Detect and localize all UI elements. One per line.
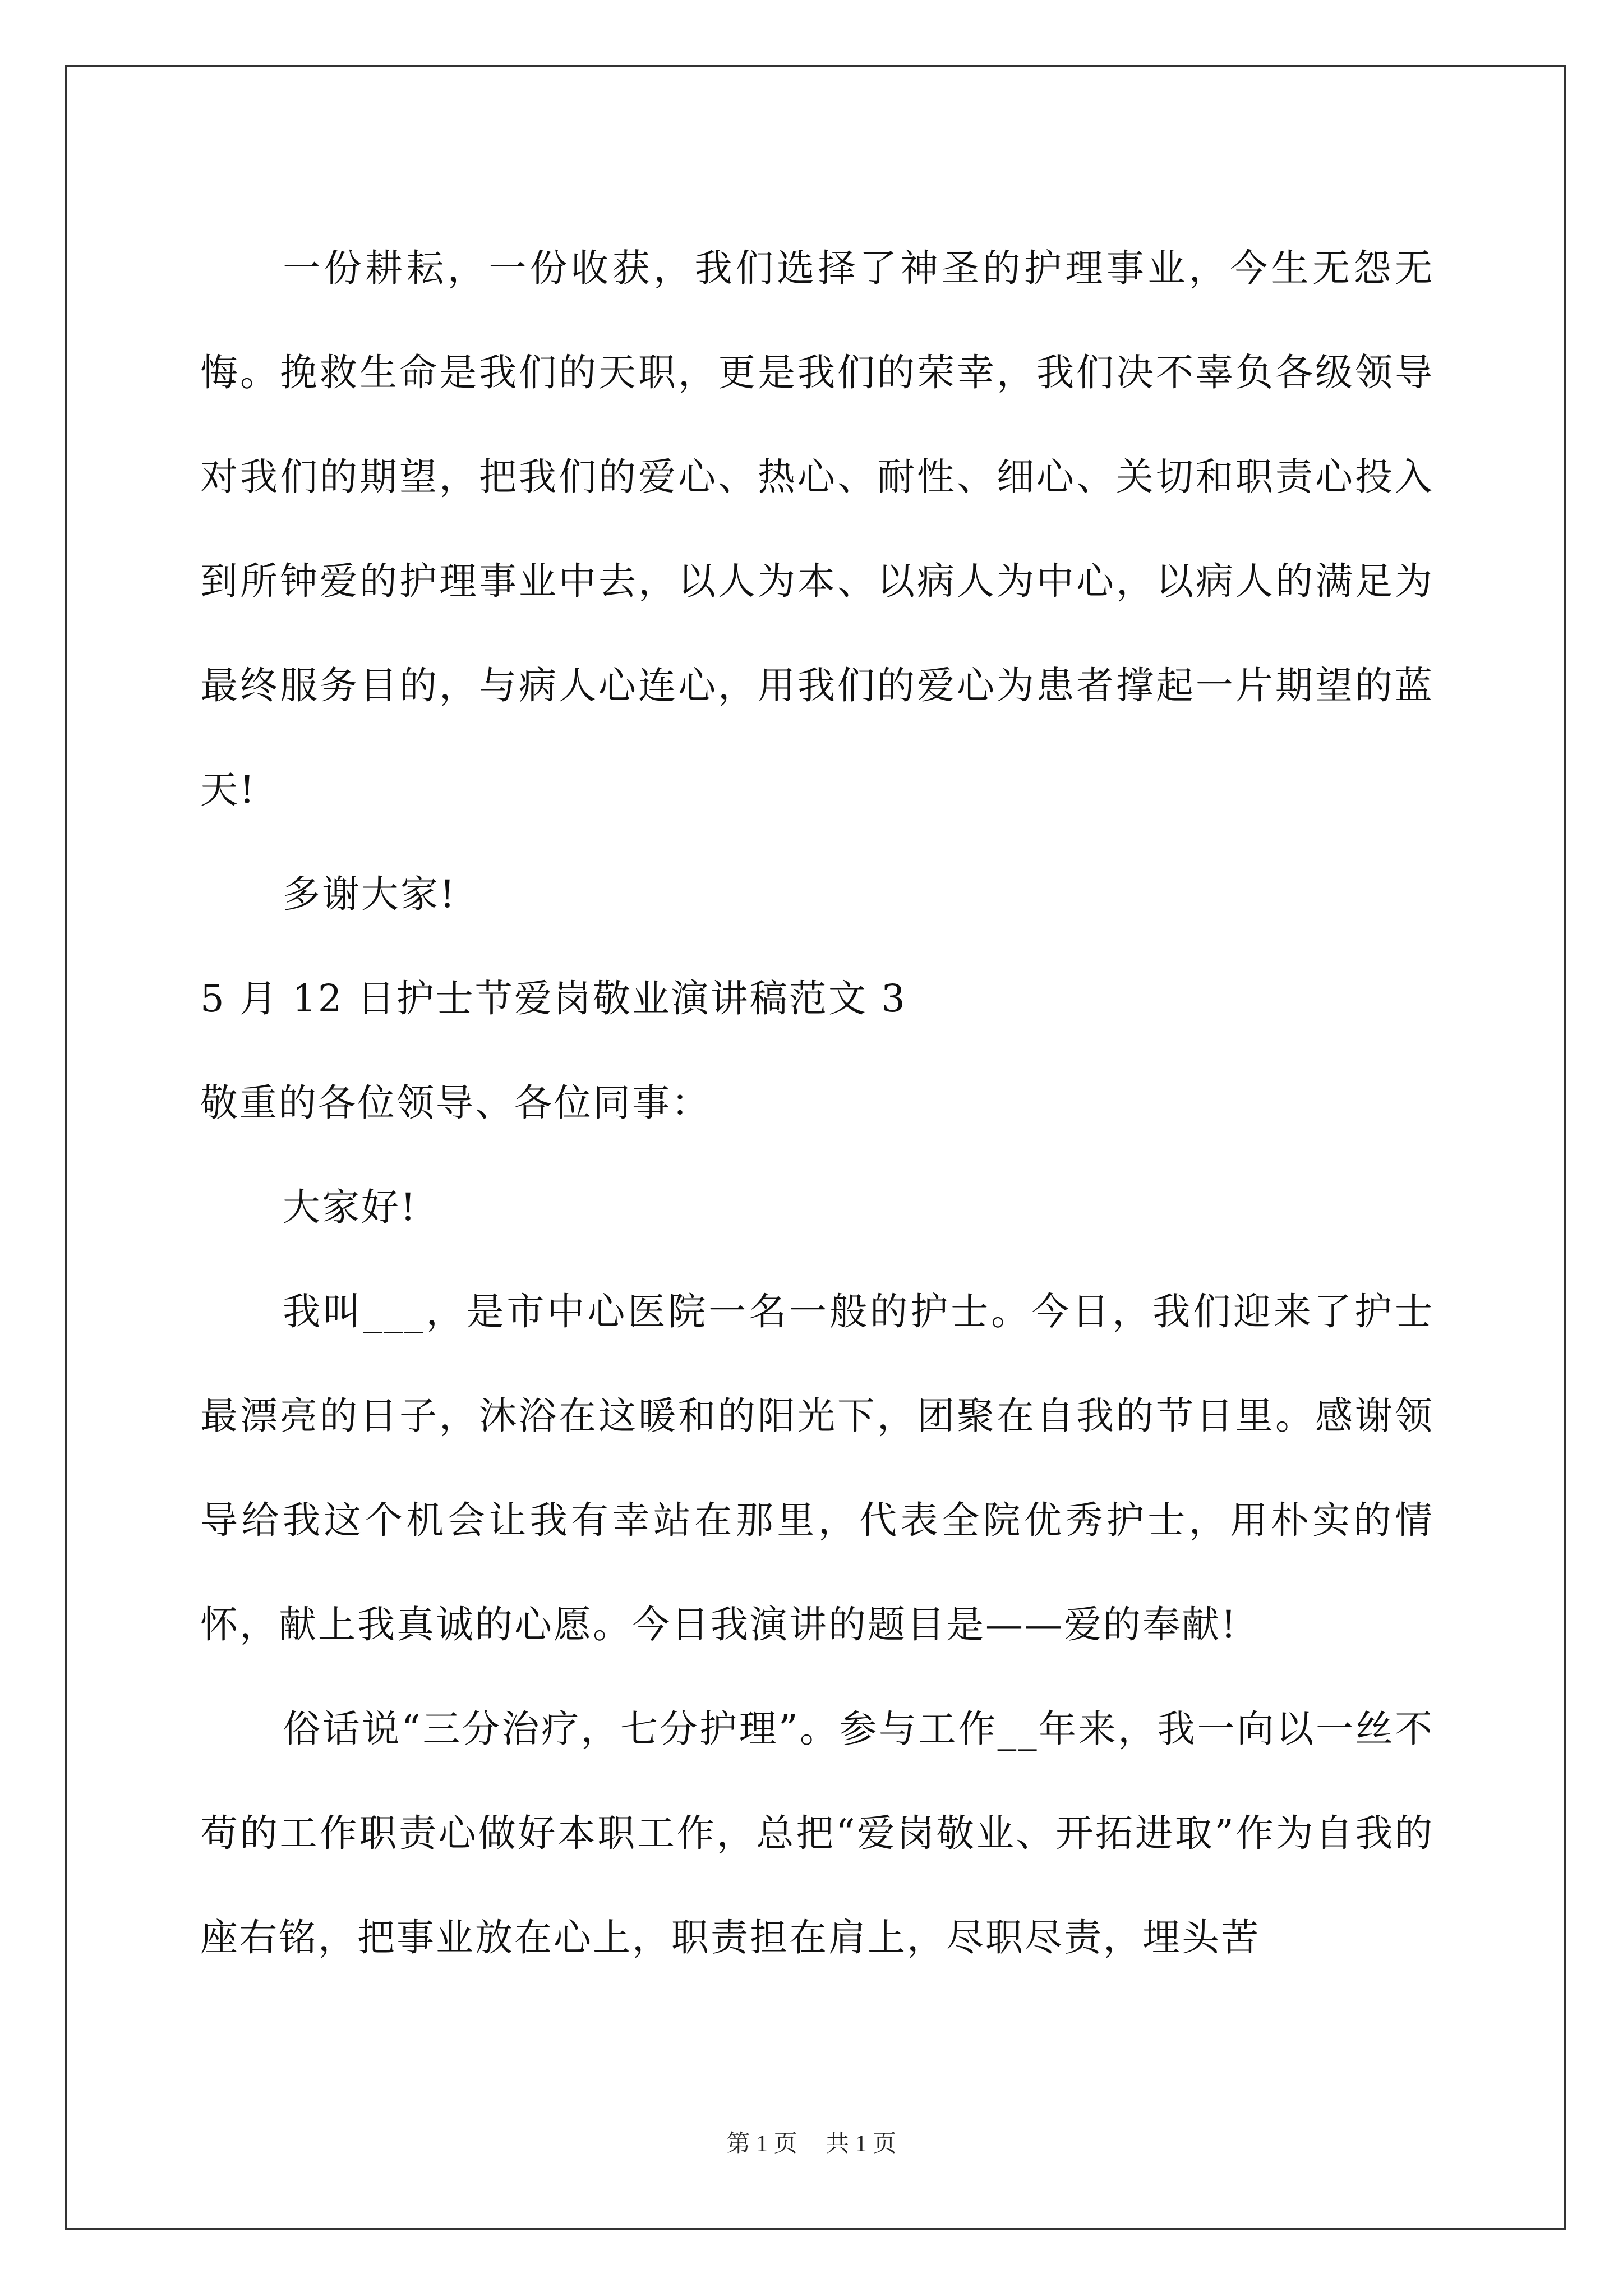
salutation: 敬重的各位领导、各位同事： [200, 1081, 711, 1125]
page-footer [0, 2125, 1623, 2159]
paragraph-introduction: 我叫___，是市中心医院一名一般的护士。今日，我们迎来了护士最漂亮的日子，沐浴在这暖和的阳光下，团聚在自我的节日里。感谢领导给我这个机会让我有幸站在那里，代表全院优秀护士，用朴实的情怀，献上我真诚的心愿。今日我演讲的题目是——爱的奉献! [200, 1290, 1434, 1646]
paragraph-closing-body: 一份耕耘，一份收获，我们选择了神圣的护理事业，今生无怨无悔。挽救生命是我们的天职，更是我们的荣幸，我们决不辜负各级领导对我们的期望，把我们的爱心、热心、耐性、细心、关切和职责心投入到所钟爱的护理事业中去，以人为本、以病人为中心，以病人的满足为最终服务目的，与病人心连心，用我们的爱心为患者撑起一片期望的蓝天! [200, 246, 1434, 812]
section-heading: 5 月 12 日护士节爱岗敬业演讲稿范文 3 [200, 977, 907, 1020]
paragraph-thanks: 多谢大家! [283, 872, 457, 916]
greeting: 大家好! [283, 1185, 417, 1229]
paragraph-body: 俗话说“三分治疗，七分护理”。参与工作__年来，我一向以一丝不苟的工作职责心做好本职工作，总把“爱岗敬业、开拓进取”作为自我的座右铭，把事业放在心上，职责担在肩上，尽职尽责，埋头苦 [200, 1707, 1434, 1959]
page-total: 共 1 页 [826, 2131, 897, 2157]
document-body [200, 216, 1434, 1990]
page-number: 第 1 页 [726, 2131, 797, 2157]
